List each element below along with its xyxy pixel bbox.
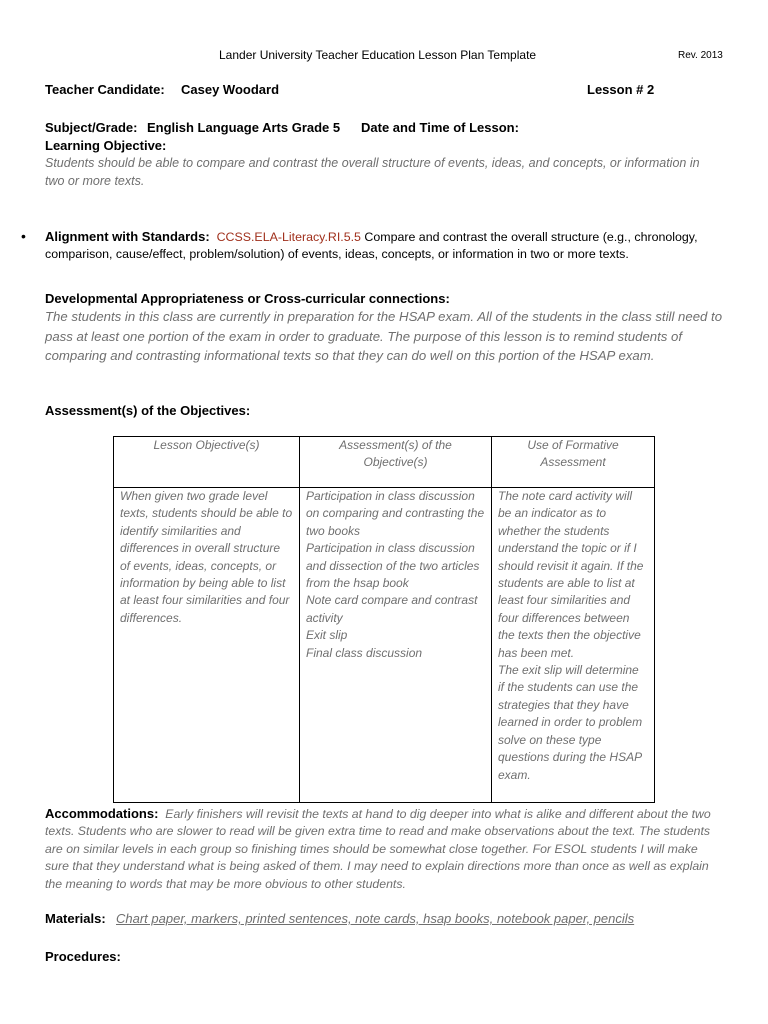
date-time-label: Date and Time of Lesson: bbox=[361, 120, 519, 135]
lesson-number: Lesson # 2 bbox=[587, 82, 655, 97]
header-lesson-objectives: Lesson Objective(s) bbox=[114, 437, 300, 488]
standards-label: Alignment with Standards: bbox=[45, 229, 210, 244]
header-formative-use: Use of Formative Assessment bbox=[492, 437, 655, 488]
subject-grade-label: Subject/Grade: bbox=[45, 120, 138, 135]
accommodations-text: Early finishers will revisit the texts at hand to dig deeper into what is alike and different about the two texts. Students who are slower to read will be given extra time to read and make observations about the text. The students are on similar levels in each group so finishing times should be somewhat close together. For ESOL students I will make sure that they understand what is being asked of them. I may need to explain directions more than once as well as explain the meaning to words that may be more obvious to other students. bbox=[45, 807, 711, 891]
standards-text: Compare and contrast the overall structure (e.g., chronology, comparison, cause/effect, problem/solution) of events, ideas, concepts, or information in two or more texts. bbox=[45, 230, 698, 261]
materials-label: Materials: bbox=[45, 911, 106, 926]
learning-objective-text: Students should be able to compare and contrast the overall structure of events, ideas, and concepts, or information in two or more texts. bbox=[45, 156, 700, 188]
candidate-name: Casey Woodard bbox=[181, 82, 280, 97]
standards-code: CCSS.ELA-Literacy.RI.5.5 bbox=[216, 230, 361, 244]
learning-objective-label: Learning Objective: bbox=[45, 138, 167, 153]
revision-label: Rev. 2013 bbox=[678, 50, 723, 61]
assessment-label: Assessment(s) of the Objectives: bbox=[45, 403, 251, 418]
standards-bullet: • bbox=[21, 228, 26, 244]
procedures-label: Procedures: bbox=[45, 949, 121, 964]
cell-formative-use: The note card activity will be an indicator as to whether the students understand the topic or if I should revisit it again. If the students are able to list at least four similarities and four differences between the texts then the objective has been met. The exit slip will determine if the students can use the strategies that they have learned in order to problem solve on these type questions during the HSAP exam. bbox=[492, 488, 655, 803]
header-assessments: Assessment(s) of the Objective(s) bbox=[300, 437, 492, 488]
candidate-label: Teacher Candidate: bbox=[45, 82, 165, 97]
standards-paragraph bbox=[45, 228, 725, 263]
accommodations-label: Accommodations: bbox=[45, 806, 159, 821]
table-header-row bbox=[114, 437, 655, 488]
developmental-text: The students in this class are currently in preparation for the HSAP exam. All of the students in the class still need to pass at least one portion of the exam in order to graduate. The purpose of this lesson is to remind students of comparing and contrasting informational texts so that they can do well on this portion of the HSAP exam. bbox=[45, 309, 723, 363]
subject-grade-value: English Language Arts Grade 5 bbox=[147, 120, 341, 135]
cell-lesson-objective: When given two grade level texts, students should be able to identify similarities and differences in overall structure of events, ideas, concepts, or information by being able to list at least four similarities and four differences. bbox=[114, 488, 300, 803]
materials-list: Chart paper, markers, printed sentences, note cards, hsap books, notebook paper, pencils bbox=[116, 911, 635, 926]
table-row bbox=[114, 488, 655, 803]
document-title: Lander University Teacher Education Lesson Plan Template bbox=[219, 48, 537, 62]
developmental-label: Developmental Appropriateness or Cross-curricular connections: bbox=[45, 291, 450, 306]
assessment-table bbox=[113, 436, 655, 803]
accommodations-paragraph bbox=[45, 805, 715, 893]
cell-assessments: Participation in class discussion on comparing and contrasting the two books Participation in class discussion and dissection of the two articles from the hsap book Note card compare and contrast activity Exit slip Final class discussion bbox=[300, 488, 492, 803]
